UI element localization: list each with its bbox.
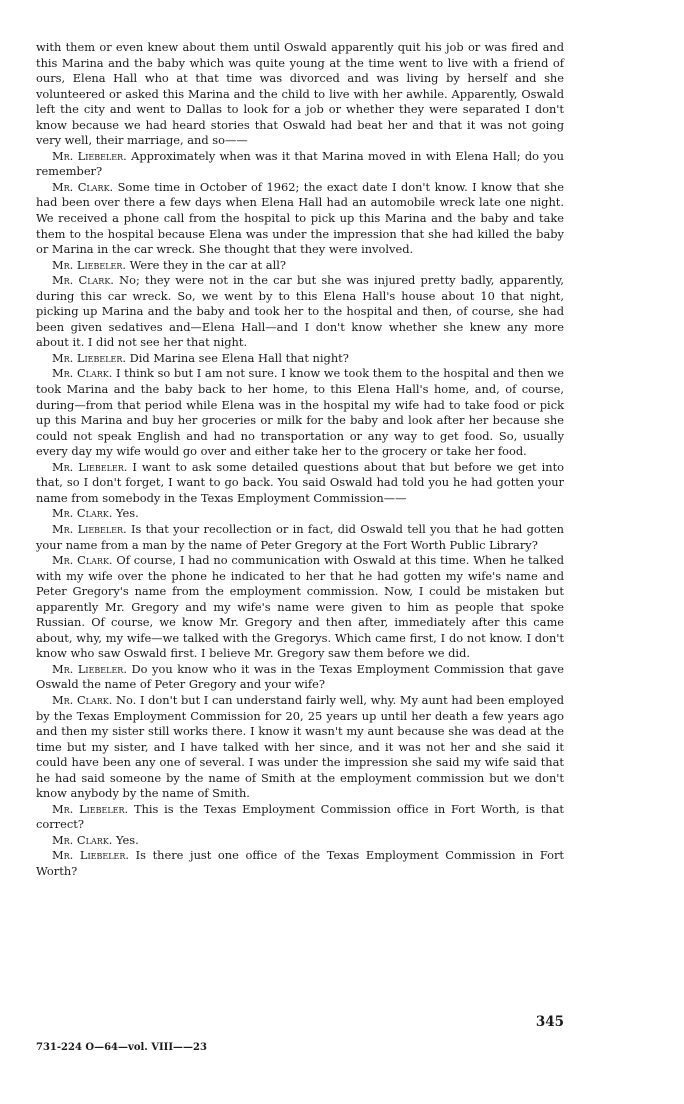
print-code: 731-224 O—64—vol. VIII——23 (36, 1042, 207, 1053)
exchange-paragraph (36, 693, 564, 802)
speaker-name: Mr. Clark. (52, 692, 113, 707)
exchange-paragraph (36, 273, 564, 351)
speaker-name: Mr. Liebeler. (52, 257, 127, 272)
speech-text: This is the Texas Employment Commission office in Fort Worth, is that correct? (36, 801, 564, 832)
exchange-paragraph (36, 149, 564, 180)
speech-text: I think so but I am not sure. I know we took them to the hospital and then we took Marina and the baby back to her home, to this Elena Hall's home, and, of course, during—from that period while Elena was in the hospital my wife had to take food or pick up this Marina and buy her groceries or milk for the baby and look after her because she could not speak English and had no transportation or any way to get food. So, usually every day my wife would go over and either take her to the grocery or take her food. (36, 366, 564, 459)
exchange-paragraph (36, 180, 564, 258)
speech-text: Did Marina see Elena Hall that night? (129, 350, 349, 365)
speech-text: I want to ask some detailed questions about that but before we get into that, so I don't forget, I want to go back. You said Oswald had told you he had gotten your name from somebody in the Texas Employment Commission—— (36, 459, 565, 505)
speech-text: Yes. (115, 832, 139, 847)
speaker-name: Mr. Liebeler. (52, 661, 127, 676)
speech-text: Of course, I had no communication with Oswald at this time. When he talked with my wife over the phone he indicated to her that he had gotten my wife's name and Peter Gregory's name from the employment commission. Now, I could be mistaken but apparently Mr. Gregory and my wife's name were given to him as people that spoke Russian. Of course, we know Mr. Gregory and then after, immediately after this came about, why, my wife—we talked with the Gregorys. Which came first, I do not know. I don't know who saw Oswald first. I believe Mr. Gregory saw them before we did. (36, 553, 564, 661)
speaker-name: Mr. Liebeler. (52, 459, 128, 474)
speech-text: Is there just one office of the Texas Employment Commission in Fort Worth? (36, 848, 564, 878)
exchange-paragraph (36, 366, 564, 459)
exchange-paragraph (36, 258, 564, 274)
speaker-name: Mr. Clark. (52, 553, 113, 568)
speech-text: Do you know who it was in the Texas Employment Commission that gave Oswald the name of Peter Gregory and your wife? (36, 661, 564, 692)
speaker-name: Mr. Clark. (52, 832, 113, 847)
speaker-name: Mr. Clark. (52, 366, 113, 381)
speaker-name: Mr. Clark. (52, 273, 114, 288)
speech-text: Approximately when was it that Marina moved in with Elena Hall; do you remember? (36, 148, 565, 179)
page-number: 345 (535, 1014, 564, 1030)
speaker-name: Mr. Liebeler. (52, 848, 129, 863)
exchange-paragraph (36, 802, 564, 833)
exchange-paragraph (36, 460, 564, 507)
speech-text: Yes. (115, 506, 139, 521)
exchange-paragraph (36, 522, 564, 553)
exchange-paragraph (36, 351, 564, 367)
speech-text: Is that your recollection or in fact, did Oswald tell you that he had gotten your name from a man by the name of Peter Gregory at the Fort Worth Public Library? (36, 521, 565, 552)
speaker-name: Mr. Liebeler. (52, 801, 129, 816)
speech-text: No. I don't but I can understand fairly well, why. My aunt had been employed by the Texas Employment Commission for 20, 25 years up until her death a few years ago and then my sister still works there. I know it wasn't my aunt because she was dead at the time but my sister, and I have talked with her since, and it was not her and she said it could have been any one of several. I was under the impression she said my wife said that he had said someone by the name of Smith at the employment commission but we don't know anybody by the name of Smith. (36, 692, 564, 801)
exchange-paragraph (36, 848, 564, 879)
exchange-paragraph (36, 662, 564, 693)
speech-text: Were they in the car at all? (129, 257, 286, 272)
speaker-name: Mr. Clark. (52, 506, 113, 521)
exchange-list (36, 149, 564, 880)
transcript-page (36, 40, 564, 880)
exchange-paragraph (36, 553, 564, 662)
speaker-name: Mr. Liebeler. (52, 350, 127, 365)
speech-text: No; they were not in the car but she was injured pretty badly, apparently, during this car wreck. So, we went by to this Elena Hall's house about 10 that night, picking up Marina and the baby and took her to the hospital and then, of course, she had been given sedatives and—Elena Hall—and I don't know whether she knew any more about it. I did not see her that night. (36, 273, 565, 350)
exchange-paragraph (36, 833, 564, 849)
speaker-name: Mr. Liebeler. (52, 521, 127, 536)
speaker-name: Mr. Clark. (52, 179, 114, 194)
exchange-paragraph (36, 506, 564, 522)
speech-text: Some time in October of 1962; the exact date I don't know. I know that she had been over there a few days when Elena Hall had an automobile wreck late one night. We received a phone call from the hospital to pick up this Marina and the baby and take them to the hospital because Elena was under the impression that she had killed the baby or Marina in the car wreck. She thought that they were involved. (36, 179, 564, 257)
lead-paragraph: with them or even knew about them until Oswald apparently quit his job or was fired and this Marina and the baby which was quite young at the time went to live with a friend of ours, Elena Hall who at that time was divorced and was living by herself and she volunteered or asked this Marina and the child to live with her awhile. Apparently, Oswald left the city and went to Dallas to look for a job or whether they were separated I don't know because we had heard stories that Oswald had beat her and that it was not going very well, their marriage, and so—— (36, 40, 564, 148)
speaker-name: Mr. Liebeler. (52, 148, 127, 163)
